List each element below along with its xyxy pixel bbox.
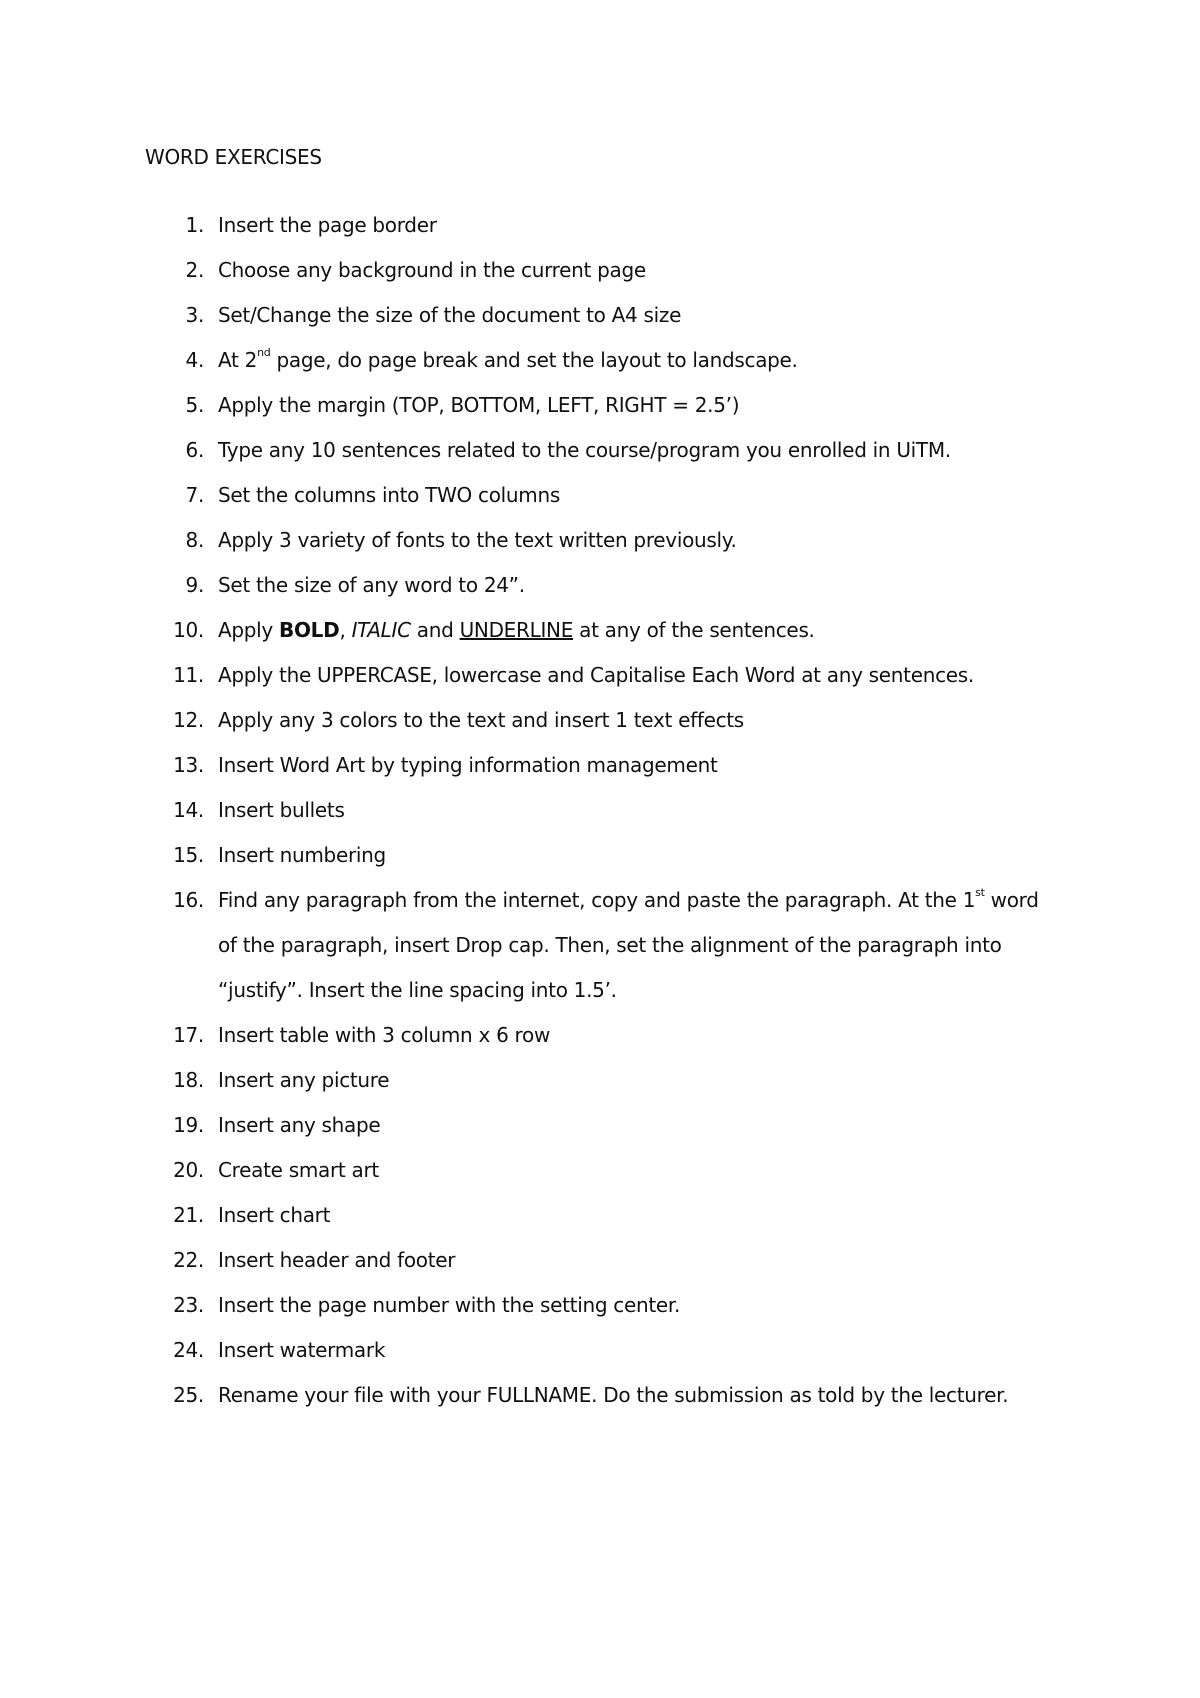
item-number: 16. [173, 888, 204, 912]
item-text [218, 338, 798, 383]
item-number: 25. [173, 1383, 204, 1407]
item-number: 8. [185, 528, 204, 552]
list-item [0, 428, 1200, 473]
item-text: Set the size of any word to 24”. [218, 573, 525, 597]
item-text-line-1 [218, 878, 1039, 923]
item-number: 20. [173, 1158, 204, 1182]
item-number: 2. [185, 258, 204, 282]
list-item [0, 203, 1200, 248]
item-text: Insert watermark [218, 1338, 386, 1362]
item-text-pre: Apply [218, 618, 280, 642]
item-number: 14. [173, 798, 204, 822]
list-item [0, 1283, 1200, 1328]
italic-text: ITALIC [351, 618, 411, 642]
list-item [0, 1238, 1200, 1283]
list-item [0, 1328, 1200, 1373]
item-number: 17. [173, 1023, 204, 1047]
item-text: Set the columns into TWO columns [218, 483, 560, 507]
item-text: Insert chart [218, 1203, 331, 1227]
list-item [0, 1103, 1200, 1148]
item-text: Insert numbering [218, 843, 386, 867]
item-number: 4. [185, 348, 204, 372]
item-number: 12. [173, 708, 204, 732]
item-text: Apply the margin (TOP, BOTTOM, LEFT, RIGHT = 2.5’) [218, 393, 740, 417]
item-number: 23. [173, 1293, 204, 1317]
item-text: Insert the page border [218, 213, 437, 237]
item-text-pre: At 2 [218, 348, 258, 372]
exercise-list [0, 203, 1200, 1418]
item-number: 24. [173, 1338, 204, 1362]
list-item [0, 698, 1200, 743]
list-item [0, 653, 1200, 698]
item-number: 11. [173, 663, 204, 687]
item-text-pre: Find any paragraph from the internet, copy and paste the paragraph. At the 1 [218, 888, 976, 912]
list-item [0, 1013, 1200, 1058]
item-text: Insert the page number with the setting center. [218, 1293, 681, 1317]
item-text: Create smart art [218, 1158, 379, 1182]
item-text: Rename your file with your FULLNAME. Do the submission as told by the lecturer. [218, 1383, 1009, 1407]
list-item [0, 1193, 1200, 1238]
item-number: 6. [185, 438, 204, 462]
underline-text: UNDERLINE [459, 618, 574, 642]
item-text: Type any 10 sentences related to the course/program you enrolled in UiTM. [218, 438, 951, 462]
list-item [0, 833, 1200, 878]
item-number: 19. [173, 1113, 204, 1137]
list-item [0, 608, 1200, 653]
item-text: Insert bullets [218, 798, 345, 822]
item-number: 5. [185, 393, 204, 417]
item-text: Insert any picture [218, 1068, 390, 1092]
list-item [0, 383, 1200, 428]
item-number: 9. [185, 573, 204, 597]
item-number: 10. [173, 618, 204, 642]
item-text-line-2: of the paragraph, insert Drop cap. Then, set the alignment of the paragraph into [218, 933, 1002, 957]
list-item [0, 878, 1200, 1013]
list-item [0, 338, 1200, 383]
item-number: 1. [185, 213, 204, 237]
list-item [0, 1058, 1200, 1103]
list-item [0, 473, 1200, 518]
item-text: Choose any background in the current page [218, 258, 646, 282]
item-text-post: at any of the sentences. [573, 618, 815, 642]
item-text-and: and [410, 618, 460, 642]
ordinal-suffix: nd [257, 346, 271, 360]
list-item [0, 743, 1200, 788]
item-text [218, 878, 1039, 1013]
list-item [0, 563, 1200, 608]
list-item [0, 1148, 1200, 1193]
item-text: Apply any 3 colors to the text and insert 1 text effects [218, 708, 744, 732]
item-text: Insert any shape [218, 1113, 381, 1137]
list-item [0, 788, 1200, 833]
item-number: 15. [173, 843, 204, 867]
list-item [0, 1373, 1200, 1418]
item-text: Set/Change the size of the document to A4 size [218, 303, 682, 327]
item-number: 7. [185, 483, 204, 507]
item-text: Insert Word Art by typing information management [218, 753, 718, 777]
item-text: Apply 3 variety of fonts to the text written previously. [218, 528, 737, 552]
item-text: Insert table with 3 column x 6 row [218, 1023, 551, 1047]
page-title: WORD EXERCISES [145, 145, 322, 169]
item-text-comma: , [339, 618, 352, 642]
item-text: Apply the UPPERCASE, lowercase and Capitalise Each Word at any sentences. [218, 663, 974, 687]
item-text-post: page, do page break and set the layout to landscape. [270, 348, 798, 372]
item-number: 18. [173, 1068, 204, 1092]
list-item [0, 248, 1200, 293]
ordinal-suffix: st [975, 886, 985, 900]
list-item [0, 518, 1200, 563]
item-number: 22. [173, 1248, 204, 1272]
item-number: 3. [185, 303, 204, 327]
list-item [0, 293, 1200, 338]
item-number: 21. [173, 1203, 204, 1227]
item-text-line-3: “justify”. Insert the line spacing into 1.5’. [218, 978, 617, 1002]
bold-text: BOLD [279, 618, 340, 642]
item-text-post: word [984, 888, 1039, 912]
item-number: 13. [173, 753, 204, 777]
item-text: Insert header and footer [218, 1248, 456, 1272]
item-text [218, 608, 815, 653]
